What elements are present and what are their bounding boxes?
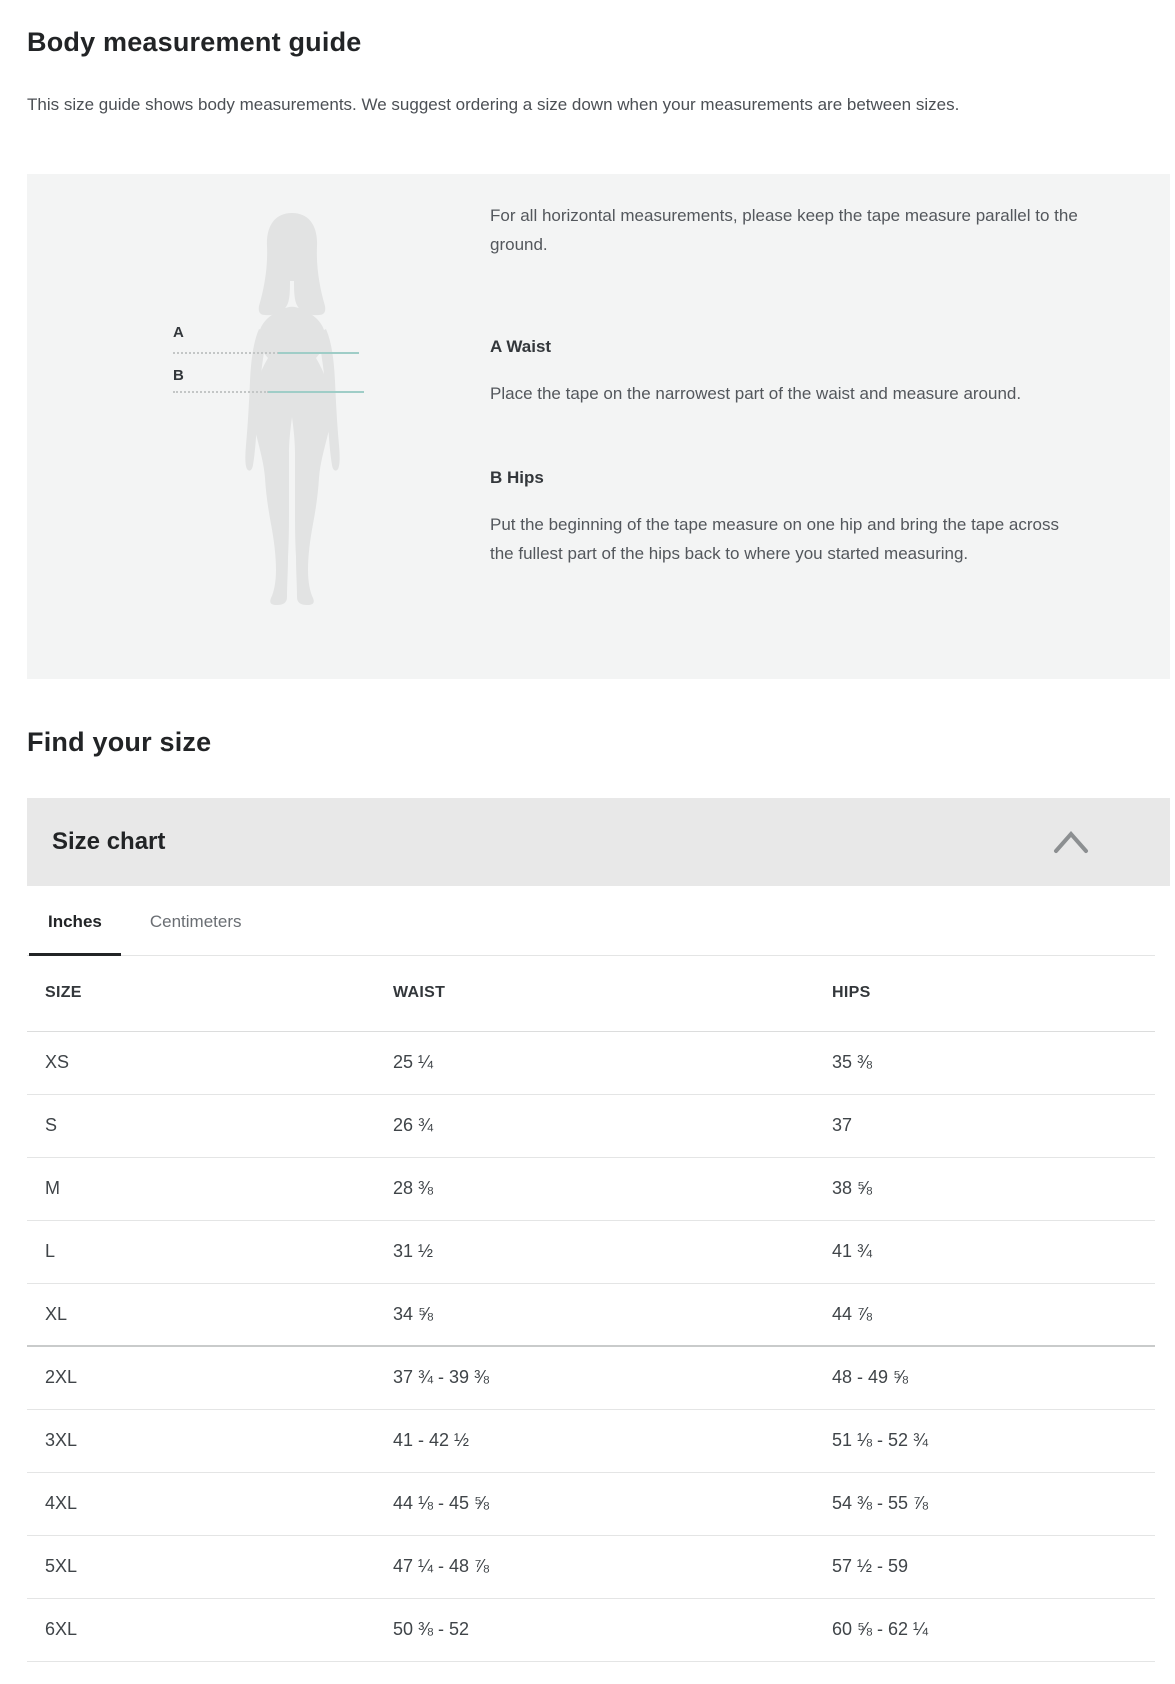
waist-dotted-line xyxy=(173,352,279,354)
table-row xyxy=(27,1598,1155,1661)
page-title: Body measurement guide xyxy=(27,27,362,57)
hips-cell: 57 ½ - 59 xyxy=(817,1535,1155,1598)
hips-cell: 60 ⅝ - 62 ¼ xyxy=(817,1598,1155,1661)
size-cell: XL xyxy=(27,1283,378,1346)
size-cell: S xyxy=(27,1094,378,1157)
hips-point-description: Put the beginning of the tape measure on one hip and bring the tape across the fullest part of the hips back to where you started measuring. xyxy=(490,515,1059,563)
find-your-size-heading: Find your size xyxy=(27,727,212,757)
table-row xyxy=(27,1094,1155,1157)
waist-cell: 41 - 42 ½ xyxy=(378,1409,817,1472)
column-header-size: SIZE xyxy=(27,956,378,1031)
unit-tabs xyxy=(27,912,1155,956)
waist-cell: 25 ¼ xyxy=(378,1031,817,1094)
measurement-guide-panel xyxy=(27,174,1170,679)
waist-tape-line xyxy=(278,352,359,354)
table-row xyxy=(27,1220,1155,1283)
waist-cell: 50 ⅜ - 52 xyxy=(378,1598,817,1661)
hips-cell: 48 - 49 ⅝ xyxy=(817,1346,1155,1409)
size-cell: M xyxy=(27,1157,378,1220)
measurement-instructions xyxy=(490,201,1082,568)
size-cell: 6XL xyxy=(27,1598,378,1661)
waist-point-description: Place the tape on the narrowest part of the waist and measure around. xyxy=(490,384,1022,403)
tab-inches[interactable]: Inches xyxy=(29,912,121,956)
size-chart-title: Size chart xyxy=(52,828,166,855)
table-row xyxy=(27,1409,1155,1472)
hips-cell: 54 ⅜ - 55 ⅞ xyxy=(817,1472,1155,1535)
column-header-hips: HIPS xyxy=(817,956,1155,1031)
size-chart-table xyxy=(27,956,1155,1662)
size-cell: L xyxy=(27,1220,378,1283)
size-cell: 5XL xyxy=(27,1535,378,1598)
waist-marker-label: A xyxy=(173,324,184,341)
waist-cell: 37 ¾ - 39 ⅜ xyxy=(378,1346,817,1409)
hips-cell: 38 ⅝ xyxy=(817,1157,1155,1220)
measurement-note: For all horizontal measurements, please keep the tape measure parallel to the ground. xyxy=(490,206,1078,254)
hips-tape-line xyxy=(268,391,364,393)
hips-cell: 35 ⅜ xyxy=(817,1031,1155,1094)
waist-cell: 34 ⅝ xyxy=(378,1283,817,1346)
size-cell: XS xyxy=(27,1031,378,1094)
column-header-waist: WAIST xyxy=(378,956,817,1031)
hips-dotted-line xyxy=(173,391,269,393)
waist-cell: 26 ¾ xyxy=(378,1094,817,1157)
table-row xyxy=(27,1535,1155,1598)
waist-cell: 47 ¼ - 48 ⅞ xyxy=(378,1535,817,1598)
waist-cell: 31 ½ xyxy=(378,1220,817,1283)
waist-cell: 44 ⅛ - 45 ⅝ xyxy=(378,1472,817,1535)
table-row xyxy=(27,1157,1155,1220)
size-cell: 2XL xyxy=(27,1346,378,1409)
hips-marker-label: B xyxy=(173,367,184,384)
body-silhouette-image xyxy=(225,209,360,609)
hips-point-title: B Hips xyxy=(490,468,544,487)
table-row xyxy=(27,1031,1155,1094)
size-guide-page xyxy=(0,27,1175,1662)
size-cell: 3XL xyxy=(27,1409,378,1472)
table-row xyxy=(27,1472,1155,1535)
chevron-up-icon[interactable] xyxy=(1048,826,1094,858)
waist-point-title: A Waist xyxy=(490,337,552,356)
tab-centimeters[interactable]: Centimeters xyxy=(149,912,242,931)
hips-cell: 51 ⅛ - 52 ¾ xyxy=(817,1409,1155,1472)
table-row xyxy=(27,1283,1155,1346)
size-cell: 4XL xyxy=(27,1472,378,1535)
hips-cell: 37 xyxy=(817,1094,1155,1157)
hips-cell: 41 ¾ xyxy=(817,1220,1155,1283)
table-row xyxy=(27,1346,1155,1409)
hips-cell: 44 ⅞ xyxy=(817,1283,1155,1346)
size-chart-accordion-header[interactable] xyxy=(27,798,1170,886)
table-header-row xyxy=(27,956,1155,1031)
page-subtitle: This size guide shows body measurements. We suggest ordering a size down when your measurements are between sizes. xyxy=(27,95,960,114)
waist-cell: 28 ⅜ xyxy=(378,1157,817,1220)
